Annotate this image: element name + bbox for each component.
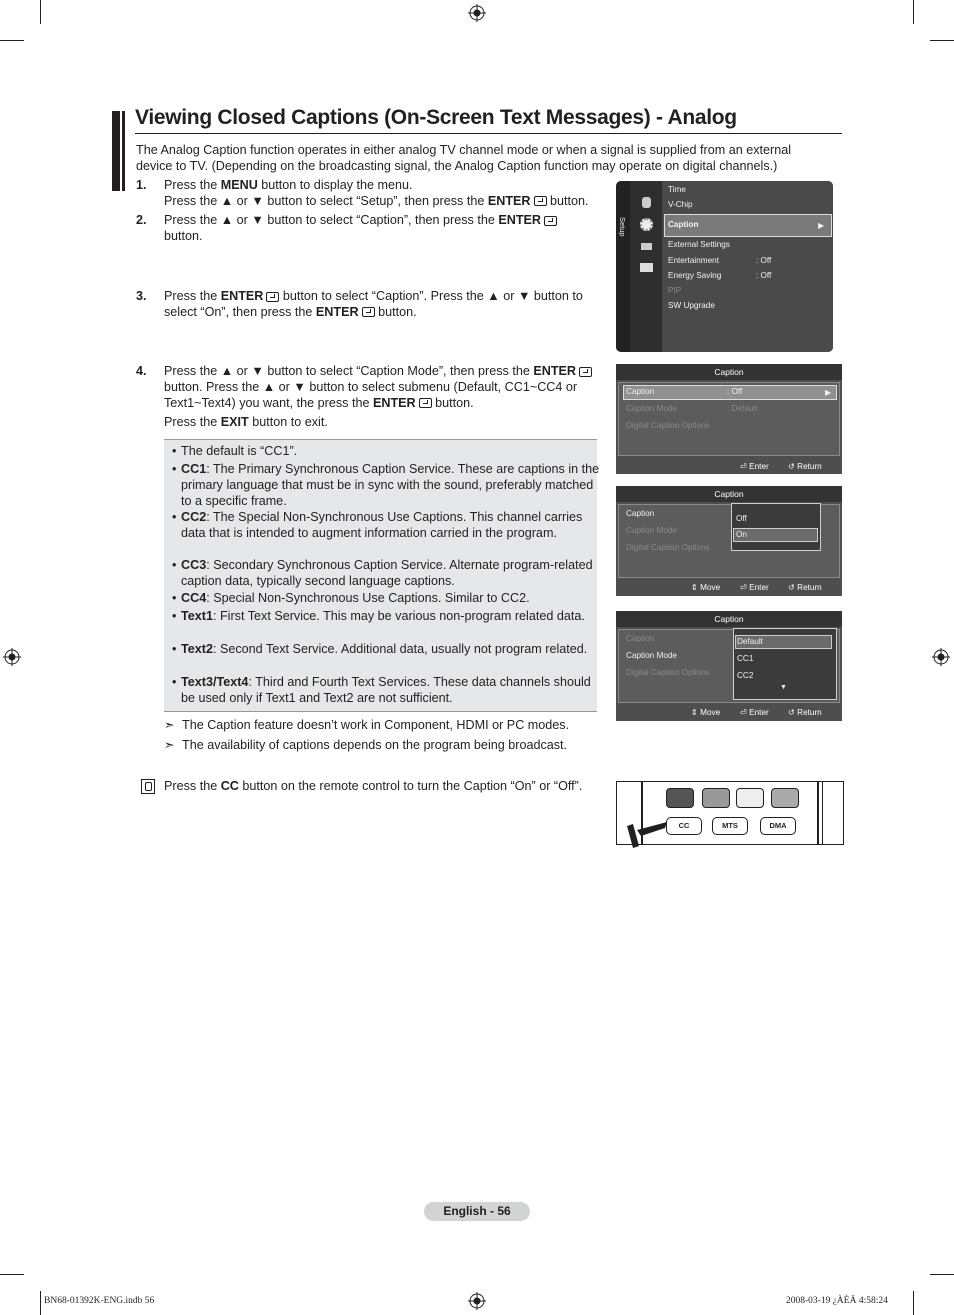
step-text: button to exit. (248, 415, 328, 429)
menu-item-time[interactable]: Time (668, 185, 686, 194)
step-2-number: 2. (136, 213, 147, 227)
tip-text: Press the (164, 779, 221, 793)
pointer-arrow-icon (627, 820, 671, 850)
panel-body (618, 382, 840, 456)
caption-popup (731, 503, 821, 551)
mts-button[interactable]: MTS (712, 817, 748, 835)
menu-item-entertainment[interactable]: Entertainment (668, 256, 719, 265)
step-bold: ENTER (498, 213, 542, 227)
note-bold: CC1 (181, 462, 207, 476)
menu-item-pip: PIP (668, 286, 682, 295)
note-item (172, 462, 601, 509)
enter-icon (544, 216, 557, 226)
registration-mark-icon (932, 648, 950, 666)
row-digital-options-label: Digital Caption Options (626, 421, 710, 430)
step-bold: MENU (220, 178, 258, 192)
popup-scroll-down-icon[interactable]: ▼ (780, 684, 787, 691)
popup-option-cc2[interactable]: CC2 (737, 671, 754, 680)
row-caption-mode-label: Caption Mode (626, 526, 677, 535)
step-2-text (164, 213, 584, 245)
step-text: button. (546, 193, 589, 208)
title-accent-bar (122, 111, 125, 191)
crop-mark (40, 0, 41, 24)
return-icon: ↺ (788, 583, 795, 592)
row-digital-options-label: Digital Caption Options (626, 543, 710, 552)
footer-timestamp: 2008-03-19 ¿ÀÈÄ 4:58:24 (786, 1296, 888, 1306)
step-text: button. (164, 228, 203, 243)
note-item (172, 591, 601, 607)
step-bold: ENTER (220, 289, 264, 303)
crop-mark (0, 40, 24, 41)
step-1-number: 1. (136, 178, 147, 192)
page-title: Viewing Closed Captions (On-Screen Text Messages) - Analog (135, 106, 737, 129)
green-button (702, 788, 730, 808)
caption-panel-2 (616, 486, 842, 596)
footer-move (691, 582, 720, 592)
input-icon (640, 263, 653, 272)
setup-side-label: Setup (618, 217, 627, 237)
blue-button (771, 788, 799, 808)
updown-icon: ⇕ (691, 583, 698, 592)
row-caption-mode-value: : Default (727, 404, 758, 413)
panel-body (618, 504, 840, 578)
enter-icon (534, 196, 547, 206)
remote-illustration (616, 781, 844, 845)
step-bold: ENTER (372, 395, 416, 410)
row-caption-label: Caption (626, 387, 655, 396)
note-bold: Text1 (181, 609, 213, 623)
note-bold: CC2 (181, 510, 207, 524)
note-bold: CC4 (181, 591, 207, 605)
menu-item-energy-value: : Off (756, 271, 772, 280)
enter-icon (419, 398, 432, 408)
step-bold: ENTER (533, 364, 577, 378)
step-bold: ENTER (315, 304, 359, 319)
footer-enter-label: Enter (749, 462, 769, 471)
popup-option-on[interactable]: On (736, 530, 747, 539)
note-text: : The Special Non-Synchronous Use Captions. This channel carries data that is intended to augment information carried in the program. (181, 510, 583, 540)
menu-item-sw-upgrade[interactable]: SW Upgrade (668, 301, 715, 310)
step-text: button. (374, 304, 417, 319)
footer-return (788, 582, 822, 592)
footer-enter-label: Enter (749, 583, 769, 592)
popup-option-off[interactable]: Off (736, 514, 747, 523)
note-text: : Secondary Synchronous Caption Service. Alternate program-related caption data, typically second language captions. (181, 558, 593, 588)
intro-paragraph: The Analog Caption function operates in either analog TV channel mode or when a signal is supplied from an external device to TV. (Depending on the broadcasting signal, the Analog Caption function may operate on digital channels.) (136, 143, 792, 173)
note-text: : Special Non-Synchronous Use Captions. Similar to CC2. (206, 591, 530, 605)
step-text: Press the (164, 289, 221, 303)
menu-item-entertainment-value: : Off (756, 256, 772, 265)
caption-panel-3 (616, 611, 842, 721)
footer-return-label: Return (797, 708, 822, 717)
tip-bold: CC (220, 779, 239, 793)
step-bold: ENTER (487, 193, 531, 208)
remote-edge (822, 782, 823, 844)
step-3-text (164, 289, 604, 321)
panel-header: Caption (616, 486, 842, 502)
row-caption-arrow: ▶ (825, 388, 832, 397)
registration-mark-icon (3, 648, 21, 666)
menu-item-caption[interactable]: Caption (668, 220, 699, 229)
arrow-note-text: The availability of captions depends on the program being broadcast. (182, 738, 568, 752)
step-text: button. Press the ▲ or ▼ button to select submenu (Default, CC1~CC4 or Text1~Text4) you want, the press the (164, 379, 578, 410)
row-caption-label: Caption (626, 634, 655, 643)
note-text: : Second Text Service. Additional data, usually not program related. (212, 642, 588, 656)
crop-mark (930, 40, 954, 41)
setup-menu-screen (616, 181, 833, 352)
note-item (172, 444, 601, 460)
setup-gear-icon (640, 218, 653, 231)
footer-enter (740, 461, 769, 471)
footer-file: BN68-01392K-ENG.indb 56 (44, 1296, 155, 1306)
row-caption-mode-label: Caption Mode (626, 651, 677, 660)
step-text: Press the (164, 415, 221, 429)
arrow-note-text: The Caption feature doesn’t work in Component, HDMI or PC modes. (182, 718, 570, 732)
return-icon: ↺ (788, 708, 795, 717)
setup-icon-column (630, 181, 662, 352)
menu-item-energy[interactable]: Energy Saving (668, 271, 722, 280)
title-rule (135, 133, 842, 134)
panel-header: Caption (616, 611, 842, 627)
note-bold: Text2 (181, 642, 213, 656)
footer-return (788, 707, 822, 717)
note-item (172, 675, 601, 707)
footer-enter (740, 582, 769, 592)
enter-icon (362, 307, 375, 317)
note-item (172, 609, 601, 625)
title-accent-bar (112, 111, 120, 191)
caption-panel-1 (616, 364, 842, 474)
panel-body (618, 629, 840, 703)
registration-mark-icon (468, 1292, 486, 1310)
step-1-text (164, 178, 609, 210)
setup-menu-body (662, 181, 833, 352)
footer-move (691, 707, 720, 717)
popup-option-cc1[interactable]: CC1 (737, 654, 754, 663)
arrow-icon: ➣ (164, 738, 175, 752)
step-text: Press the (164, 178, 221, 192)
step-bold: EXIT (220, 415, 249, 429)
picture-icon (642, 197, 651, 208)
arrow-note (164, 717, 569, 732)
note-text: : First Text Service. This may be various non-program related data. (212, 609, 585, 623)
caption-mode-notes (164, 439, 600, 712)
enter-icon: ⏎ (740, 583, 747, 592)
crop-mark (930, 1274, 954, 1275)
note-text: : The Primary Synchronous Caption Service. These are captions in the primary language that must be in sync with the sound, preferably matched to a specific frame. (181, 462, 600, 508)
step-text: button to display the menu. (257, 178, 413, 192)
enter-icon: ⏎ (740, 708, 747, 717)
crop-mark (913, 0, 914, 24)
note-bold: CC3 (181, 558, 207, 572)
updown-icon: ⇕ (691, 708, 698, 717)
note-text: : Third and Fourth Text Services. These data channels should be used only if Text1 and Text2 are not sufficient. (181, 675, 591, 705)
step-4-text (164, 364, 604, 411)
note-bold: Text3/Text4 (181, 675, 249, 689)
enter-icon (266, 292, 279, 302)
cc-tip-text (164, 779, 604, 795)
footer-move-label: Move (700, 583, 721, 592)
tip-text: button on the remote control to turn the Caption “On” or “Off”. (238, 779, 583, 793)
footer-move-label: Move (700, 708, 721, 717)
note-item (172, 510, 601, 542)
page-number-badge: English - 56 (424, 1202, 530, 1221)
footer-enter-label: Enter (749, 708, 769, 717)
registration-mark-icon (468, 4, 486, 22)
dma-button[interactable]: DMA (760, 817, 796, 835)
red-button (666, 788, 694, 808)
note-item (172, 642, 601, 658)
cc-button[interactable]: CC (666, 817, 702, 835)
row-digital-options-label: Digital Caption Options (626, 668, 710, 677)
menu-item-vchip[interactable]: V-Chip (668, 200, 693, 209)
footer-return-label: Return (797, 462, 822, 471)
step-text: Press the ▲ or ▼ button to select “Caption Mode”, then press the (164, 364, 534, 378)
crop-mark (40, 1291, 41, 1315)
channel-icon (641, 243, 652, 250)
footer-return (788, 461, 822, 471)
row-caption-value: : Off (727, 387, 743, 396)
step-4-number: 4. (136, 364, 147, 378)
menu-item-external[interactable]: External Settings (668, 240, 730, 249)
enter-icon (579, 367, 592, 377)
arrow-note (164, 737, 567, 752)
step-text: Press the ▲ or ▼ button to select “Setup”, then press the (164, 193, 488, 208)
row-caption-label: Caption (626, 509, 655, 518)
remote-tip-icon (141, 779, 155, 794)
crop-mark (0, 1274, 24, 1275)
step-4-exit (164, 415, 604, 431)
note-text: The default is “CC1”. (181, 444, 298, 458)
crop-mark (913, 1291, 914, 1315)
step-text: button. (431, 395, 474, 410)
step-3-number: 3. (136, 289, 147, 303)
return-icon: ↺ (788, 462, 795, 471)
setup-side-bar (616, 181, 630, 352)
note-item (172, 558, 601, 590)
footer-enter (740, 707, 769, 717)
row-caption-mode-label: Caption Mode (626, 404, 677, 413)
remote-edge (817, 782, 819, 844)
menu-item-caption-arrow: ▶ (818, 221, 825, 230)
panel-header: Caption (616, 364, 842, 380)
popup-option-default[interactable]: Default (737, 637, 763, 646)
step-text: Press the ▲ or ▼ button to select “Caption”, then press the (164, 213, 499, 227)
footer-return-label: Return (797, 583, 822, 592)
enter-icon: ⏎ (740, 462, 747, 471)
yellow-button (736, 788, 764, 808)
arrow-icon: ➣ (164, 718, 175, 732)
step-text: button to select “Caption”. Press the ▲ or ▼ button to select “On”, then press the (164, 289, 583, 319)
